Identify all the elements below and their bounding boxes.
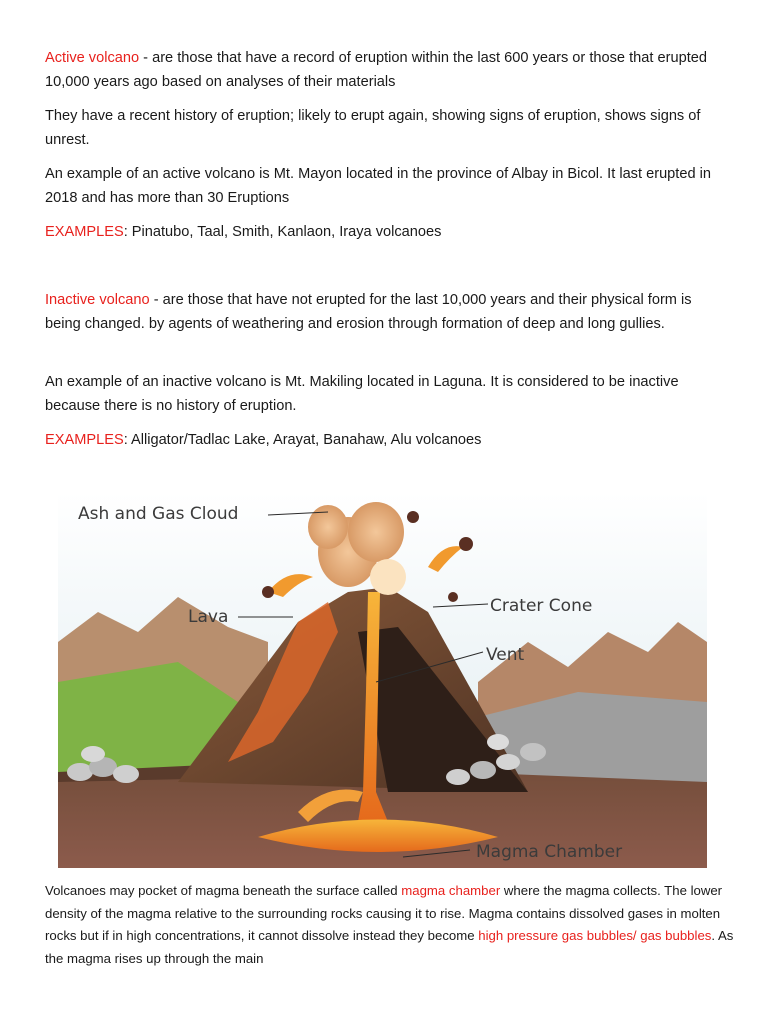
caption-text-1: Volcanoes may pocket of magma beneath the surface called	[45, 883, 402, 898]
examples-label: EXAMPLES	[45, 432, 124, 448]
gas-bubbles-highlight: high pressure gas bubbles/ gas bubbles	[478, 928, 712, 943]
magma-chamber-label: Magma Chamber	[476, 842, 623, 862]
crater-cone-label: Crater Cone	[490, 596, 593, 616]
active-volcano-history: They have a recent history of eruption; likely to erupt again, showing signs of eruption, shows signs of unrest.	[45, 108, 701, 148]
inactive-volcano-examples	[45, 429, 725, 453]
ash-cloud-label: Ash and Gas Cloud	[78, 504, 239, 524]
inactive-examples-list: : Alligator/Tadlac Lake, Arayat, Banahaw, Alu volcanoes	[123, 432, 482, 448]
volcano-diagram-svg	[58, 492, 707, 868]
caption-text-2: where the magma collects. The lower density of the magma relative to the surrounding rocks causing it to rise. Magma contains dissolved gases in molten rocks but if in high concentrations, it cannot dissolve instead they become	[45, 883, 723, 943]
inactive-volcano-term: Inactive volcano	[45, 292, 150, 308]
active-volcano-example: An example of an active volcano is Mt. Mayon located in the province of Albay in Bicol. It last erupted in 2018 and has more than 30 Eruptions	[45, 166, 711, 206]
active-volcano-definition-text: - are those that have a record of eruption within the last 600 years or those that erupted 10,000 years ago based on analyses of their materials	[45, 50, 707, 90]
inactive-volcano-definition	[45, 289, 725, 336]
active-volcano-definition	[45, 47, 725, 94]
examples-label: EXAMPLES	[45, 224, 124, 240]
active-volcano-term: Active volcano	[45, 50, 140, 66]
inactive-volcano-definition-text: - are those that have not erupted for the last 10,000 years and their physical form is being changed. by agents of weathering and erosion through formation of deep and long gullies.	[45, 292, 692, 332]
volcano-diagram	[58, 492, 707, 868]
active-examples-list: : Pinatubo, Taal, Smith, Kanlaon, Iraya volcanoes	[123, 224, 442, 240]
lava-label: Lava	[188, 607, 229, 627]
magma-chamber-highlight: magma chamber	[401, 883, 501, 898]
caption-text-3: . As the magma rises up through the main	[45, 928, 734, 966]
vent-label: Vent	[486, 645, 525, 665]
active-volcano-examples	[45, 221, 725, 245]
inactive-volcano-example: An example of an inactive volcano is Mt. Makiling located in Laguna. It is considered to be inactive because there is no history of eruption.	[45, 374, 679, 414]
magma-explanation	[45, 880, 735, 970]
